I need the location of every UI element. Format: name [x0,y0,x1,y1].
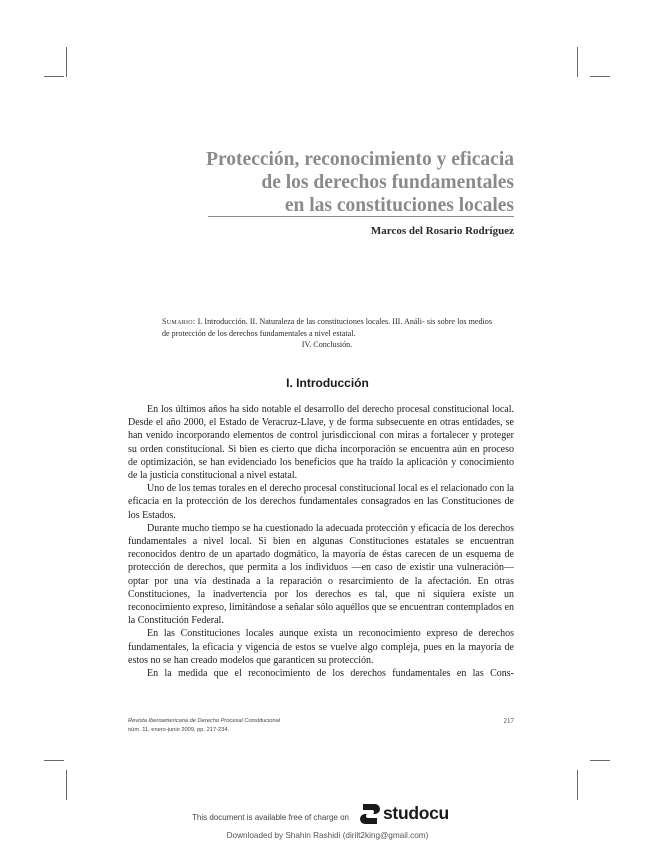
studocu-notice: This document is available free of charge on [192,813,349,822]
crop-mark-bottom-left-vertical [66,770,67,800]
studocu-logo-icon [359,802,381,826]
article-title [206,148,514,217]
title-line-2: de los derechos fundamentales [261,172,514,193]
author-name: Marcos del Rosario Rodríguez [370,225,514,237]
journal-footer [128,717,280,735]
body-text [128,403,514,680]
crop-mark-bottom-right-vertical [577,770,578,800]
crop-mark-top-right-horizontal [590,76,610,77]
summary-line-3: IV. Conclusión. [301,340,353,349]
title-line-1: Protección, reconocimiento y eficacia [206,149,514,170]
paragraph: En las Constituciones locales aunque exista un reconocimiento expreso de derechos fundamentales, la eficacia y vigencia de estos se vuelve algo compleja, pues en la mayoría de estos no se han creado modelos que garanticen su protección. [128,628,514,666]
title-rule [208,216,514,217]
download-notice: Downloaded by Shahin Rashidi (dirilt2king@gmail.com) [226,831,429,840]
journal-issue: núm. 11, enero-junio 2009, pp. 217-234. [128,727,230,733]
paragraph: Durante mucho tiempo se ha cuestionado la adecuada protección y eficacia de los derechos fundamentales a nivel local. Si bien en algunas Constituciones estatales se encuentran reconocidos dentro de un apartado dogmático, la mayoría de éstas carecen de un esquema de protección de derechos, que permita a los individuos —en caso de existir una vulneración— optar por una vía destinada a la reparación o resarcimiento de la afectación. En otras Constituciones, la inadvertencia por los derechos es tal, que ni siquiera existe un reconocimiento expreso, limitándose a señalar sólo aquéllos que se encuentran contemplados en la Constitución Federal. [128,522,514,627]
page-number: 217 [503,717,514,725]
crop-mark-top-left-vertical [66,47,67,77]
crop-mark-bottom-left-horizontal [44,760,64,761]
crop-mark-bottom-right-horizontal [590,760,610,761]
summary-label: Sumario: [162,317,196,326]
paragraph: En los últimos años ha sido notable el desarrollo del derecho procesal constitucional local. Desde el año 2000, el Estado de Veracruz-Llave, y de forma subsecuente en otras entidades, se han venido incorporando elementos de control jurisdiccional con miras a fortalecer y proteger su orden constitucional. Si bien es cierto que dicha incorporación se encuentra aún en proceso de optimización, se han evidenciado los beneficios que ha traído la aplicación y conocimiento de la justicia constitucional a nivel estatal. [128,404,514,482]
summary-block [162,316,492,351]
studocu-wordmark: studocu [383,803,449,823]
summary-line-1: I. Introducción. II. Naturaleza de las constituciones locales. III. Análi- [197,317,425,326]
crop-mark-top-right-vertical [577,47,578,77]
studocu-logo[interactable] [359,802,469,828]
section-heading: I. Introducción [286,376,369,390]
journal-name: Revista Iberoamericana de Derecho Procesal Constitucional [128,718,281,724]
summary-line-2: sis sobre los medios de protección de los derechos fundamentales a nivel estatal. [162,317,492,338]
paragraph: En la medida que el reconocimiento de los derechos fundamentales en las Cons- [147,668,514,680]
paragraph: Uno de los temas torales en el derecho procesal constitucional local es el relacionado con la eficacia en la protección de los derechos fundamentales consagrados en las Constituciones de los Estados. [128,483,514,521]
title-line-3: en las constituciones locales [284,195,514,216]
crop-mark-top-left-horizontal [44,76,64,77]
